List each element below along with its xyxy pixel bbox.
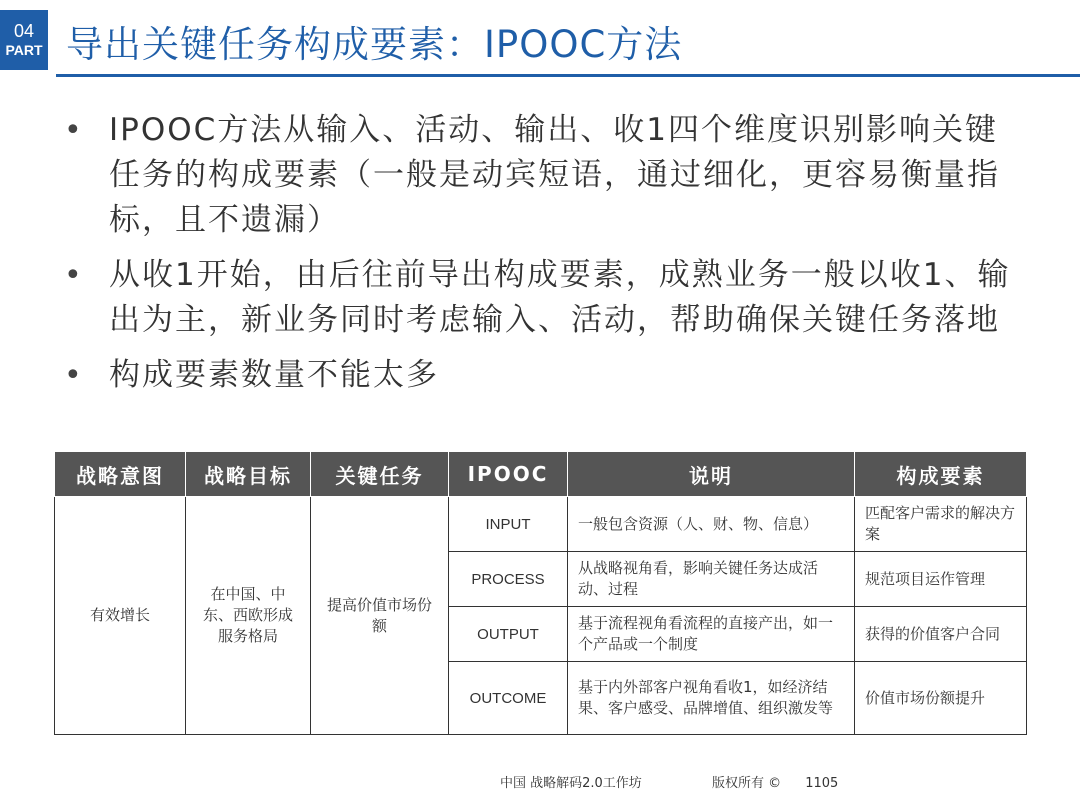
page-number: 1105 [805, 776, 839, 791]
ipooc-cell: INPUT [449, 497, 568, 552]
bullet-dot-icon: • [64, 358, 84, 393]
ipooc-cell: OUTCOME [449, 662, 568, 735]
element-cell: 获得的价值客户合同 [855, 607, 1027, 662]
description-cell: 一般包含资源（人、财、物、信息） [568, 497, 855, 552]
bullet-list [64, 108, 1024, 408]
title-divider [56, 74, 1080, 77]
bullet-item [64, 253, 1024, 343]
element-cell: 匹配客户需求的解决方案 [855, 497, 1027, 552]
part-label: PART [5, 42, 43, 58]
header-strategic-intent: 战略意图 [55, 452, 186, 497]
bullet-text: 构成要素数量不能太多 [109, 357, 439, 393]
ipooc-table [54, 451, 1027, 735]
description-cell: 从战略视角看，影响关键任务达成活动、过程 [568, 552, 855, 607]
key-task-cell: 提高价值市场份额 [311, 497, 449, 735]
footer-org: 中国 战略解码2.0工作坊 [500, 776, 642, 791]
header-elements: 构成要素 [855, 452, 1027, 497]
table-row [55, 497, 1027, 552]
bullet-item [64, 353, 1024, 398]
description-cell: 基于内外部客户视角看收1，如经济结果、客户感受、品牌增值、组织激发等 [568, 662, 855, 735]
strategic-intent-cell: 有效增长 [55, 497, 186, 735]
part-badge [0, 10, 48, 70]
ipooc-cell: PROCESS [449, 552, 568, 607]
header-strategic-goal: 战略目标 [186, 452, 311, 497]
bullet-dot-icon: • [64, 258, 84, 293]
page-title: 导出关键任务构成要素：IPOOC方法 [66, 23, 683, 66]
footer-rights: 版权所有 © [711, 776, 782, 791]
bullet-item [64, 108, 1024, 243]
element-cell: 规范项目运作管理 [855, 552, 1027, 607]
header-key-task: 关键任务 [311, 452, 449, 497]
bullet-text: 从收1开始，由后往前导出构成要素，成熟业务一般以收1、输出为主，新业务同时考虑输入、活动，帮助确保关键任务落地 [109, 257, 1011, 338]
bullet-text: IPOOC方法从输入、活动、输出、收1四个维度识别影响关键任务的构成要素（一般是动宾短语，通过细化，更容易衡量指标，且不遗漏） [109, 112, 1000, 238]
table-header-row [55, 452, 1027, 497]
header-description: 说明 [568, 452, 855, 497]
header-ipooc: IPOOC [449, 452, 568, 497]
bullet-dot-icon: • [64, 113, 84, 148]
strategic-goal-cell: 在中国、中东、西欧形成服务格局 [186, 497, 311, 735]
ipooc-cell: OUTPUT [449, 607, 568, 662]
description-cell: 基于流程视角看流程的直接产出，如一个产品或一个制度 [568, 607, 855, 662]
footer [500, 772, 838, 791]
part-number: 04 [13, 21, 35, 41]
element-cell: 价值市场份额提升 [855, 662, 1027, 735]
